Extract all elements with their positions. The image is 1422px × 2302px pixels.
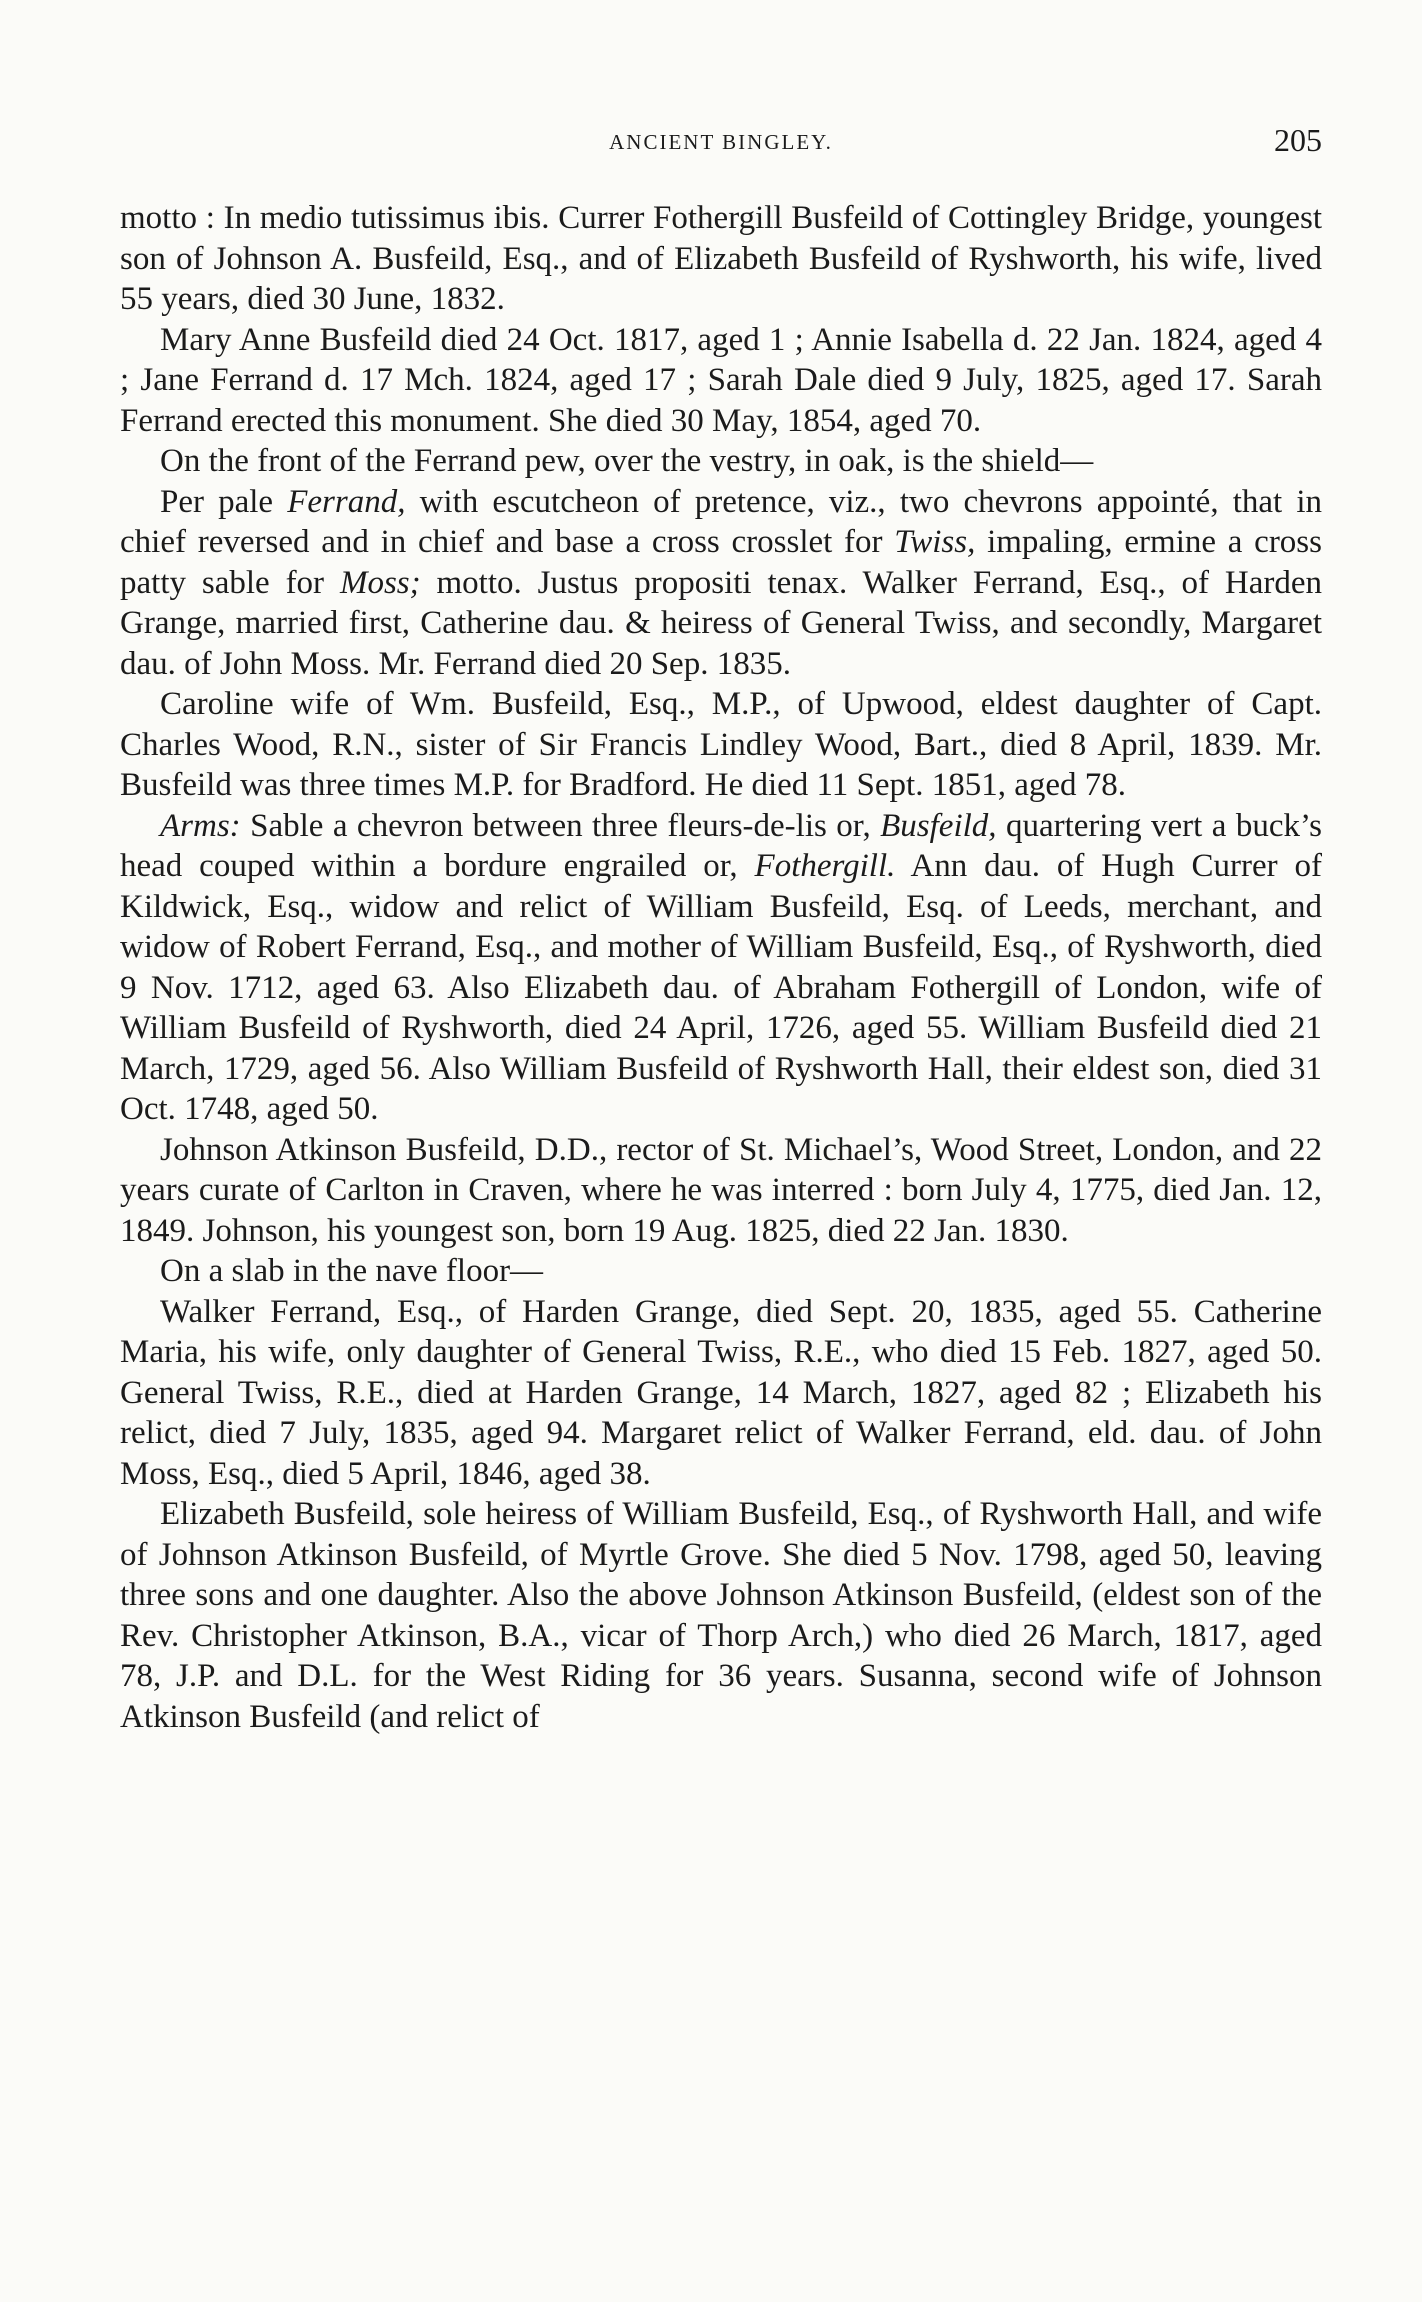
running-title: ANCIENT BINGLEY. <box>609 130 833 154</box>
paragraph-7: Johnson Atkinson Busfeild, D.D., rector of St. Michael’s, Wood Street, London, and 22 years curate of Carlton in Craven, where he was interred : born July 4, 1775, died Jan. 12, 1849. Johnson, his youngest son, born 19 Aug. 1825, died 22 Jan. 1830. <box>120 1131 1322 1249</box>
page-header <box>120 122 1322 166</box>
text-run: quartering vert a buck’s head couped within a bordure engrailed or, <box>120 807 1322 884</box>
paragraph-6 <box>120 806 1322 1130</box>
paragraph-9: Walker Ferrand, Esq., of Harden Grange, died Sept. 20, 1835, aged 55. Catherine Maria, his wife, only daughter of General Twiss, R.E., who died 15 Feb. 1827, aged 50. General Twiss, R.E., died at Harden Grange, 14 March, 1827, aged 82 ; Elizabeth his relict, died 7 July, 1835, aged 94. Margaret relict of Walker Ferrand, eld. dau. of John Moss, Esq., died 5 April, 1846, aged 38. <box>120 1293 1322 1492</box>
paragraph-8: On a slab in the nave floor— <box>160 1253 544 1289</box>
paragraph-5: Caroline wife of Wm. Busfeild, Esq., M.P., of Upwood, eldest daughter of Capt. Charles Wood, R.N., sister of Sir Francis Lindley Wood, Bart., died 8 April, 1839. Mr. Busfeild was three times M.P. for Bradford. He died 11 Sept. 1851, aged 78. <box>120 686 1322 803</box>
paragraph-10: Elizabeth Busfeild, sole heiress of William Busfeild, Esq., of Ryshworth Hall, and wife of Johnson Atkinson Busfeild, of Myrtle Grove. She died 5 Nov. 1798, aged 50, leaving three sons and one daughter. Also the above Johnson Atkinson Busfeild, (eldest son of the Rev. Christopher Atkinson, B.A., vicar of Thorp Arch,) who died 26 March, 1817, aged 78, J.P. and D.L. for the West Riding for 36 years. Susanna, second wife of Johnson Atkinson Busfeild (and relict of <box>120 1496 1322 1735</box>
italic-name: Ferrand, <box>287 483 406 520</box>
italic-name: Arms: <box>160 807 241 844</box>
italic-name: Moss; <box>339 564 421 601</box>
page-number: 205 <box>1274 122 1322 158</box>
text-run: impaling, ermine a cross patty sable for <box>120 524 1322 601</box>
text-run: Per pale <box>160 483 288 520</box>
text-run: Ann dau. of Hugh Currer of Kildwick, Esq., widow and relict of William Busfeild, Esq. of Leeds, merchant, and widow of Robert Ferrand, Esq., and mother of William Busfeild, Esq., of Ryshworth, died 9 Nov. 1712, aged 63. Also Elizabeth dau. of Abraham Fothergill of London, wife of William Busfeild of Ryshworth, died 24 April, 1726, aged 55. William Busfeild died 21 March, 1729, aged 56. Also William Busfeild of Ryshworth Hall, their eldest son, died 31 Oct. 1748, aged 50. <box>120 848 1322 1127</box>
paragraph-4 <box>120 482 1322 685</box>
paragraph-2: Mary Anne Busfeild died 24 Oct. 1817, aged 1 ; Annie Isabella d. 22 Jan. 1824, aged 4 ; Jane Ferrand d. 17 Mch. 1824, aged 17 ; Sarah Dale died 9 July, 1825, aged 17. Sarah Ferrand erected this monument. She died 30 May, 1854, aged 70. <box>120 321 1322 439</box>
italic-name: Fothergill. <box>754 848 896 884</box>
paragraph-1: motto : In medio tutissimus ibis. Currer Fothergill Busfeild of Cottingley Bridge, youngest son of Johnson A. Busfeild, Esq., and of Elizabeth Busfeild of Ryshworth, his wife, lived 55 years, died 30 June, 1832. <box>120 200 1322 317</box>
italic-name: Twiss, <box>894 524 976 560</box>
text-run: with escutcheon of pretence, viz., two chevrons appointé, that in chief reversed and in chief and base a cross crosslet for <box>120 483 1322 560</box>
body-text <box>120 198 1322 1737</box>
text-run: Sable a chevron between three fleurs-de-lis or, <box>240 807 881 844</box>
text-run: motto. Justus propositi tenax. Walker Ferrand, Esq., of Harden Grange, married first, Catherine dau. & heiress of General Twiss, and secondly, Margaret dau. of John Moss. Mr. Ferrand died 20 Sep. 1835. <box>120 564 1322 682</box>
paragraph-3: On the front of the Ferrand pew, over the vestry, in oak, is the shield— <box>160 443 1094 479</box>
italic-name: Busfeild, <box>880 807 997 844</box>
